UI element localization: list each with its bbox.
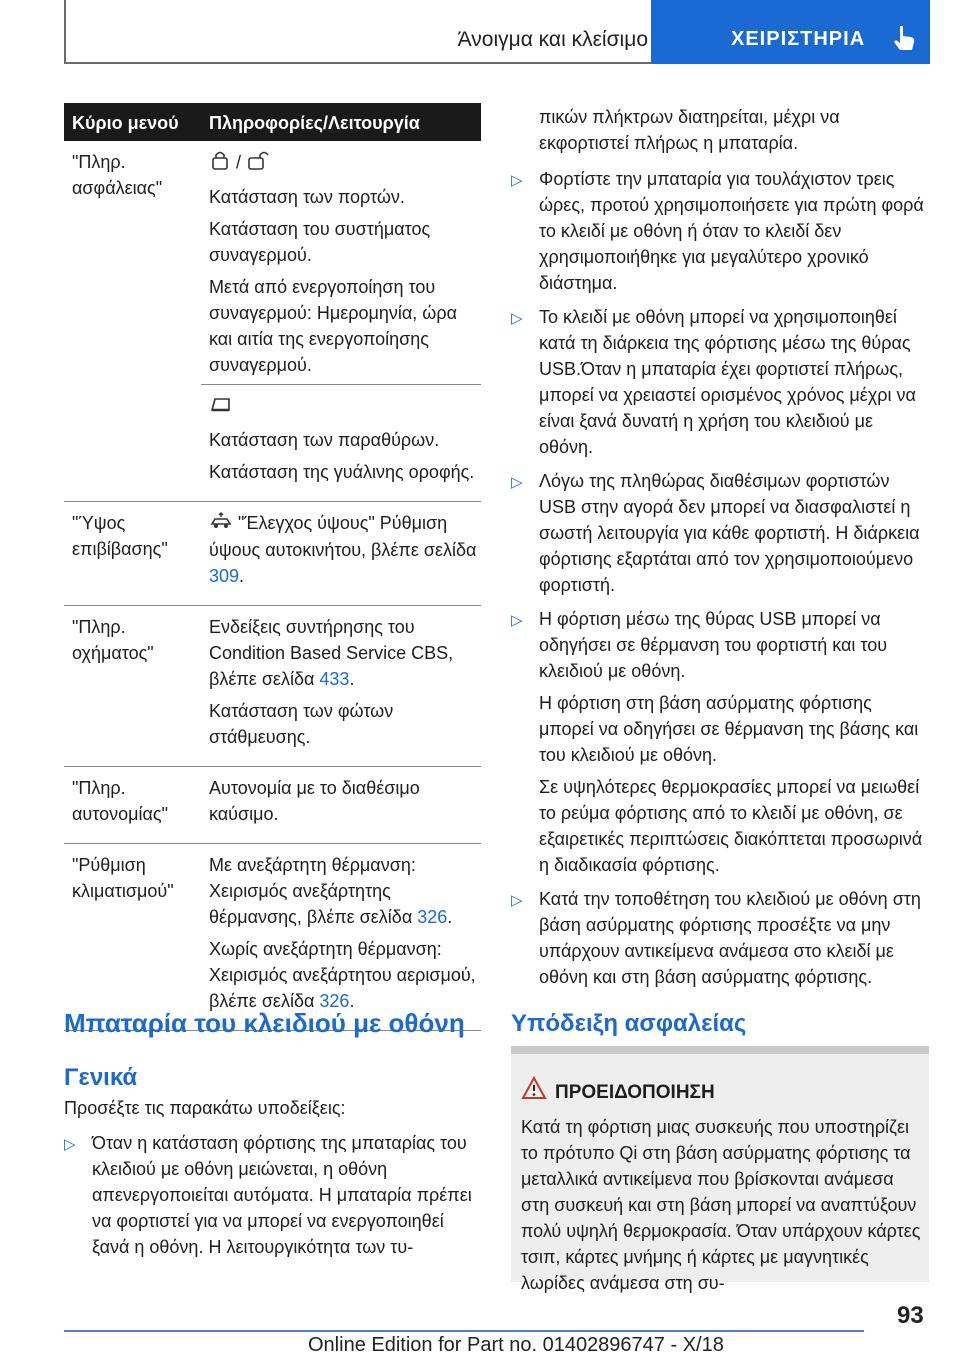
table-row [64,606,481,767]
punct: . [349,991,355,1011]
row-text: Χωρίς ανεξάρτητη θέρμανση: Χειρισμός ανεξάρτητου αερισμού, βλέπε σελίδα [209,939,476,1011]
punct: . [349,669,355,689]
warning-title: ΠΡΟΕΙΔΟΠΟΙΗΣΗ [555,1082,715,1103]
row-text: Μετά από ενεργοποίηση του συναγερμού: Ημερομηνία, ώρα και αιτία της ενεργοποίησης συναγερμού. [209,277,457,375]
row-text: Κατάσταση των φώτων στάθμευσης. [209,701,394,747]
triangle-bullet-icon: ▷ [511,310,523,327]
list-item [511,606,929,878]
table-row [64,767,481,844]
section-heading: Μπαταρία του κλειδιού με οθόνη [64,1008,465,1038]
warning-triangle-icon [521,1076,547,1105]
row-text: Κατάσταση του συστήματος συναγερμού. [209,219,431,265]
row-text: Αυτονομία με το διαθέσιμο καύσιμο. [209,778,420,824]
ride-height-icon [209,511,233,537]
bullet-text: Σε υψηλότερες θερμοκρασίες μπορεί να μειωθεί το ρεύμα φόρτισης από το κλειδί με οθόνη, σε εξαιρετικές περιπτώσεις διακόπτεται προσωρινά η διαδικασία φόρτισης. [539,777,923,875]
row-label: "Πληρ. αυτονομίας" [72,778,168,824]
door-locked-icon [209,149,231,178]
table-header-info: Πληροφορίες/Λειτουργία [209,113,420,133]
icon-separator: / [236,152,242,173]
footer-divider [64,1330,864,1332]
info-table [64,103,481,1031]
row-label: "Ρύθμιση κλιματισμού" [72,855,174,901]
bullet-text: Κατά την τοποθέτηση του κλειδιού με οθόνη στη βάση ασύρματης φόρτισης προσέξτε να μην υπάρχουν αντικείμενα ανάμεσα στο κλειδί με οθόνη και στη βάση ασύρματης φόρτισης. [539,889,921,987]
list-item [511,304,929,460]
page-link[interactable]: 309 [209,566,240,586]
subsection-heading: Γενικά [64,1064,138,1091]
row-text: Κατάσταση των πορτών. [209,187,405,207]
bullet-text: Το κλειδί με οθόνη μπορεί να χρησιμοποιηθεί κατά τη διάρκεια της φόρτισης μέσω της θύρας USB.Όταν η μπαταρία έχει φορτιστεί πλήρως, μπορεί να χρειαστεί ορισμένος χρόνος μέχρι να είναι ξανά δυνατή η χρήση του κλειδιού με οθόνη. [539,307,916,457]
triangle-bullet-icon: ▷ [511,474,523,491]
right-column [511,104,929,998]
bullet-text: Η φόρτιση στη βάση ασύρματης φόρτισης μπορεί να οδηγήσει σε θέρμανση της βάσης και του κλειδιού με οθόνη. [539,693,919,765]
table-row [64,502,481,606]
row-text: Κατάσταση της γυάλινης οροφής. [209,461,475,482]
list-item [511,886,929,990]
table-row [64,844,481,1031]
page-number: 93 [897,1302,924,1329]
triangle-bullet-icon: ▷ [511,612,523,629]
bullet-text: Όταν η κατάσταση φόρτισης της μπαταρίας του κλειδιού με οθόνη μειώνεται, η οθόνη απενεργοποιείται αυτόματα. Η μπαταρία πρέπει να φορτιστεί για να μπορεί να ενεργοποιηθεί ξανά η οθόνη. Η λειτουργικότητα των τυ- [92,1133,472,1257]
bullet-text: Λόγω της πληθώρας διαθέσιμων φορτιστών USB στην αγορά δεν μπορεί να διασφαλιστεί η σωστή λειτουργία για κάθε φορτιστή. Η διάρκεια φόρτισης εξαρτάται από τον χρησιμοποιούμενο φορτιστή. [539,471,920,595]
row-text: Με ανεξάρτητη θέρμανση: Χειρισμός ανεξάρτητης θέρμανσης, βλέπε σελίδα [209,855,418,927]
list-item [511,166,929,296]
table-header [64,103,481,141]
table-row [64,141,481,502]
bullet-list [64,1130,482,1268]
row-label: "Πληρ. οχήματος" [72,617,154,663]
footer-edition: Online Edition for Part no. 01402896747 - X/18 [308,1334,724,1356]
punct: . [239,566,245,586]
row-text: Κατάσταση των παραθύρων. [209,429,440,450]
list-item [511,468,929,598]
punct: . [447,907,453,927]
list-item [64,1130,482,1260]
triangle-bullet-icon: ▷ [511,892,523,909]
triangle-bullet-icon: ▷ [511,172,523,189]
row-label: "Ύψος επιβίβασης" [72,512,168,559]
row-text: "Έλεγχος ύψους" Ρύθμιση ύψους αυτοκινήτου, βλέπε σελίδα [209,512,477,560]
intro-text: Προσέξτε τις παρακάτω υποδείξεις: [64,1098,346,1118]
bullet-text: Η φόρτιση μέσω της θύρας USB μπορεί να οδηγήσει σε θέρμανση του φορτιστή και του κλειδιού με οθόνη. [539,609,888,681]
page-link[interactable]: 326 [319,991,350,1011]
window-icon [209,394,233,421]
safety-heading: Υπόδειξη ασφαλείας [511,1010,747,1037]
triangle-bullet-icon: ▷ [64,1136,76,1153]
row-label: "Πληρ. ασφάλειας" [72,152,163,198]
door-unlocked-icon [246,149,272,178]
bullet-continuation: πικών πλήκτρων διατηρείται, μέχρι να εκφορτιστεί πλήρως η μπαταρία. [539,107,840,153]
hand-pointer-icon [891,24,917,57]
warning-box [511,1046,929,1293]
chapter-tab[interactable] [651,0,930,64]
page-link[interactable]: 433 [319,669,350,689]
bullet-text: Φορτίστε την μπαταρία για τουλάχιστον τρεις ώρες, προτού χρησιμοποιήσετε για πρώτη φορά το κλειδί με οθόνη ή όταν το κλειδί δεν χρησιμοποιήθηκε για μεγαλύτερο χρονικό διάστημα. [539,169,924,293]
chapter-tab-label: ΧΕΙΡΙΣΤΗΡΙΑ [731,28,866,50]
page-link[interactable]: 326 [417,907,448,927]
table-header-main-menu: Κύριο μενού [72,113,179,133]
section-title: Άνοιγμα και κλείσιμο [457,28,648,51]
row-text: Ενδείξεις συντήρησης του Condition Based Service CBS, βλέπε σελίδα [209,617,454,689]
warning-text: Κατά τη φόρτιση μιας συσκευής που υποστηρίζει το πρότυπο Qi στη βάση ασύρματης φόρτισης τα μεταλλικά αντικείμενα που βρίσκονται ανάμεσα στη συσκευή και στη βάση μπορεί να αναπτύξουν πολύ υψηλή θερμοκρασία. Όταν υπάρχουν κάρτες τσιπ, κάρτες μνήμης ή κάρτες με μαγνητικές λωρίδες ανάμεσα στη συ- [521,1117,921,1293]
